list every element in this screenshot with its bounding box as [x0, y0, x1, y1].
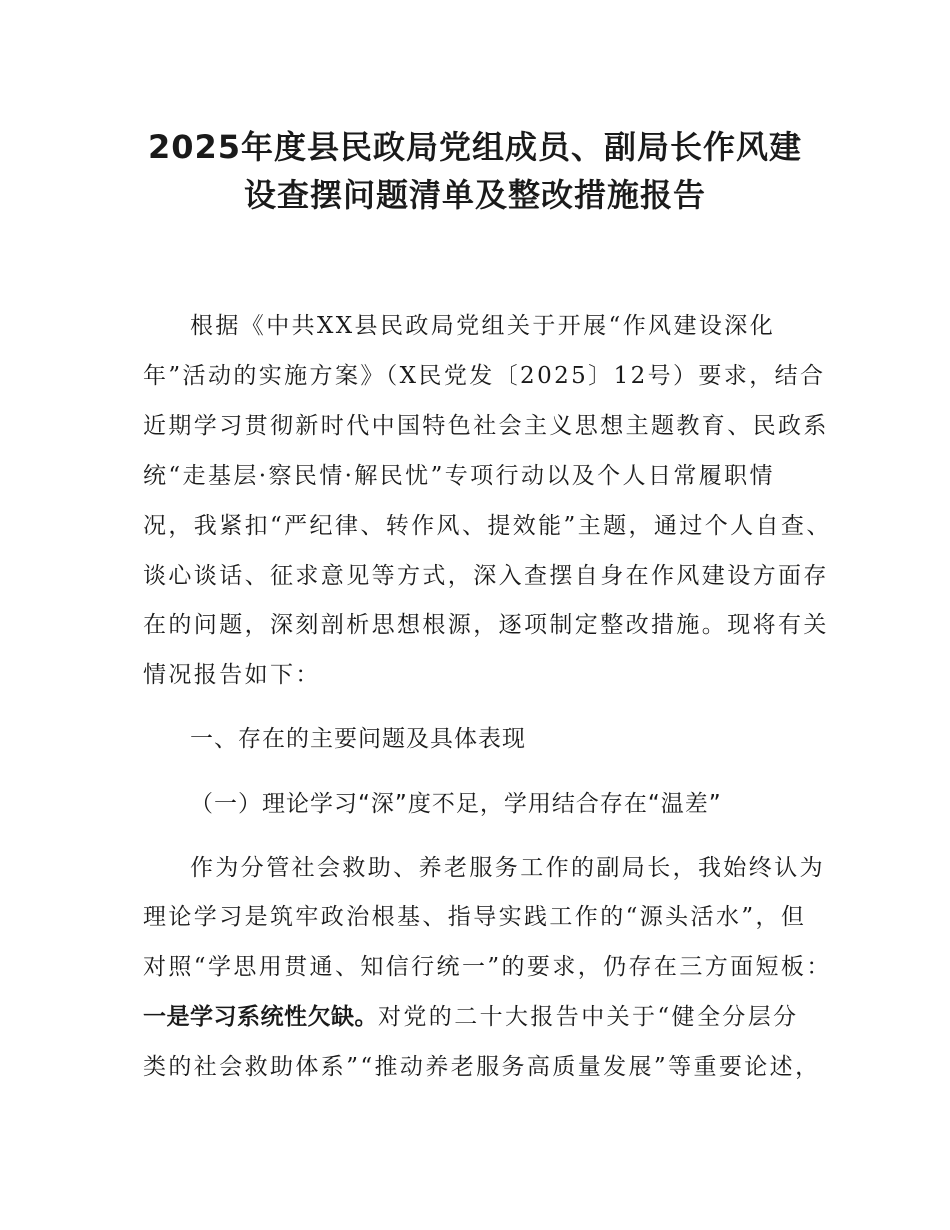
paragraph-1-line-6: 谈心谈话、征求意见等方式，深入查摆自身在作风建设方面存 — [143, 563, 829, 589]
subsection-1-heading: （一）理论学习“深”度不足，学用结合存在“温差” — [190, 791, 722, 817]
document-title-line-2: 设查摆问题清单及整改措施报告 — [243, 176, 706, 214]
paragraph-1-line-3: 近期学习贯彻新时代中国特色社会主义思想主题教育、民政系 — [143, 413, 829, 439]
paragraph-2-line-4 — [143, 1002, 799, 1032]
paragraph-1-line-7: 在的问题，深刻剖析思想根源，逐项制定整改措施。现将有关 — [143, 612, 829, 638]
paragraph-2-line-2: 理论学习是筑牢政治根基、指导实践工作的“源头活水”，但 — [143, 904, 807, 930]
paragraph-2-line-4-rest: 对党的二十大报告中关于“健全分层分 — [378, 1004, 799, 1030]
paragraph-2-line-5: 类的社会救助体系”“推动养老服务高质量发展”等重要论述， — [143, 1054, 821, 1080]
paragraph-2-line-1: 作为分管社会救助、养老服务工作的副局长，我始终认为 — [190, 855, 825, 881]
paragraph-1-line-2: 年”活动的实施方案》（X民党发〔2025〕12号）要求，结合 — [143, 363, 826, 389]
section-1-heading: 一、存在的主要问题及具体表现 — [190, 726, 526, 752]
paragraph-2-bold-lead: 一是学习系统性欠缺。 — [143, 1004, 378, 1030]
paragraph-1-line-1: 根据《中共XX县民政局党组关于开展“作风建设深化 — [190, 313, 776, 339]
document-title-line-1: 2025年度县民政局党组成员、副局长作风建 — [147, 128, 803, 166]
paragraph-1-line-4: 统“走基层·察民情·解民忧”专项行动以及个人日常履职情 — [143, 463, 775, 489]
paragraph-1-line-8: 情况报告如下： — [143, 662, 321, 688]
paragraph-1-line-5: 况，我紧扣“严纪律、转作风、提效能”主题，通过个人自查、 — [143, 513, 832, 539]
paragraph-2-line-3: 对照“学思用贯通、知信行统一”的要求，仍存在三方面短板： — [143, 954, 832, 980]
